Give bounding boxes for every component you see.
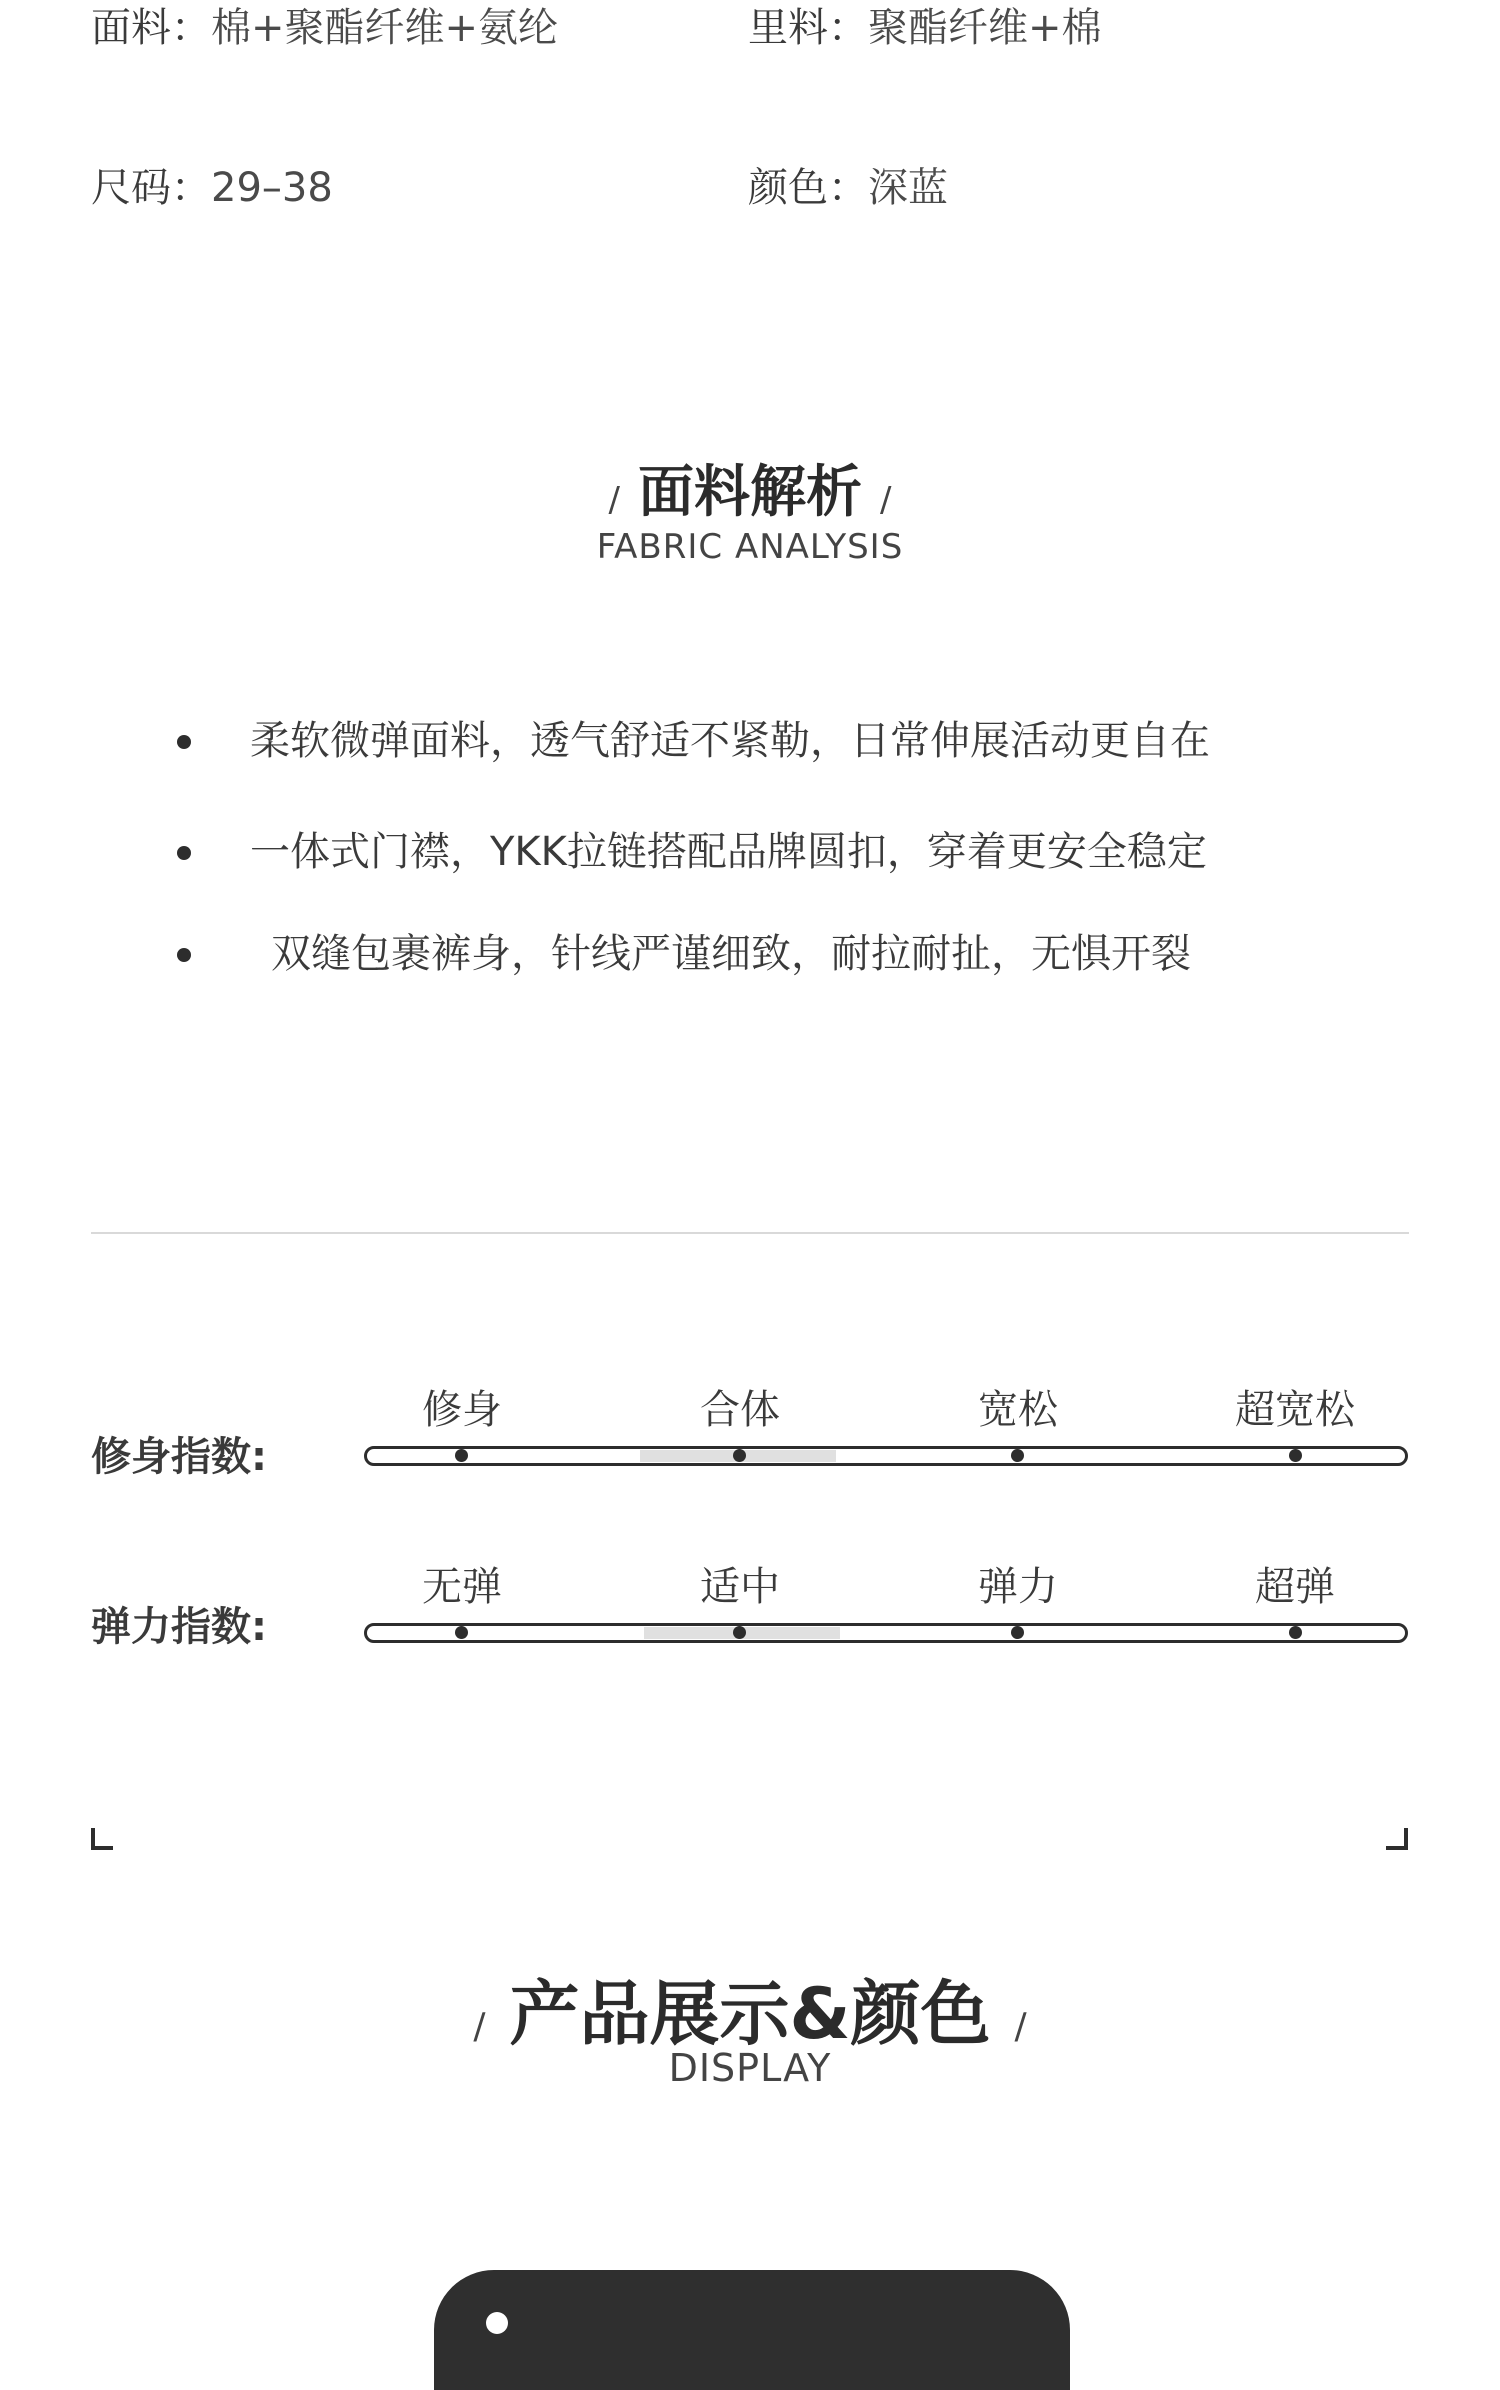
bullet-dot xyxy=(177,948,191,962)
bullet-dot xyxy=(177,846,191,860)
title-slash-left: / xyxy=(608,480,620,520)
bullet-text-1: 柔软微弹面料，透气舒适不紧勒，日常伸展活动更自在 xyxy=(250,718,1210,764)
display-slash-right: / xyxy=(1014,2006,1027,2047)
color-value: 深蓝 xyxy=(868,165,948,211)
fabric-section-subtitle: FABRIC ANALYSIS xyxy=(596,527,904,567)
size-value: 29–38 xyxy=(211,165,333,211)
display-section-subtitle: DISPLAY xyxy=(668,2046,832,2090)
fabric-section-title xyxy=(0,448,1500,528)
corner-bracket-right xyxy=(1386,1828,1408,1850)
bullet-item-3 xyxy=(0,922,1500,982)
corner-bracket-left xyxy=(91,1828,113,1850)
stretch-option-label-3: 弹力 xyxy=(978,1564,1058,1610)
fabric-title-text: 面料解析 xyxy=(638,460,862,525)
size-spec xyxy=(91,165,333,211)
bullet-dot xyxy=(177,735,191,749)
stretch-index-label: 弹力指数: xyxy=(91,1604,267,1650)
fit-option-dot-3[interactable] xyxy=(1011,1449,1024,1462)
section-divider xyxy=(91,1232,1409,1234)
bullet-text-2: 一体式门襟，YKK拉链搭配品牌圆扣，穿着更安全稳定 xyxy=(250,829,1207,875)
stretch-option-dot-2[interactable] xyxy=(733,1626,746,1639)
fit-option-label-4: 超宽松 xyxy=(1235,1387,1355,1433)
bullet-item-2 xyxy=(0,820,1500,880)
lining-spec xyxy=(748,5,1102,51)
stretch-option-dot-4[interactable] xyxy=(1289,1626,1302,1639)
lining-label: 里料： xyxy=(748,5,868,51)
fit-index-label: 修身指数: xyxy=(91,1434,267,1480)
color-label: 颜色： xyxy=(748,165,868,211)
display-section-title xyxy=(0,1958,1500,2059)
bullet-text-3: 双缝包裹裤身，针线严谨细致，耐拉耐扯，无惧开裂 xyxy=(271,931,1191,977)
stretch-option-label-2: 适中 xyxy=(700,1564,780,1610)
stretch-option-label-4: 超弹 xyxy=(1255,1564,1335,1610)
fit-option-label-3: 宽松 xyxy=(978,1387,1058,1433)
display-slash-left: / xyxy=(473,2006,486,2047)
title-slash-right: / xyxy=(880,480,892,520)
display-title-text: 产品展示&颜色 xyxy=(509,1973,991,2055)
stretch-option-label-1: 无弹 xyxy=(422,1564,502,1610)
color-spec xyxy=(748,165,948,211)
fit-index-scale xyxy=(364,1446,1408,1466)
fit-option-dot-4[interactable] xyxy=(1289,1449,1302,1462)
size-label: 尺码： xyxy=(91,165,211,211)
fabric-value: 棉+聚酯纤维+氨纶 xyxy=(211,5,559,51)
stretch-option-dot-1[interactable] xyxy=(455,1626,468,1639)
lining-value: 聚酯纤维+棉 xyxy=(868,5,1102,51)
fabric-label: 面料： xyxy=(91,5,211,51)
fit-option-label-1: 修身 xyxy=(422,1387,502,1433)
stretch-option-dot-3[interactable] xyxy=(1011,1626,1024,1639)
fit-option-dot-2[interactable] xyxy=(733,1449,746,1462)
stretch-index-scale xyxy=(364,1623,1408,1643)
fabric-spec xyxy=(91,5,559,51)
product-display-card xyxy=(434,2270,1070,2390)
card-dot-indicator xyxy=(486,2312,508,2334)
fit-option-label-2: 合体 xyxy=(700,1387,780,1433)
fit-option-dot-1[interactable] xyxy=(455,1449,468,1462)
bullet-item-1 xyxy=(0,710,1500,770)
